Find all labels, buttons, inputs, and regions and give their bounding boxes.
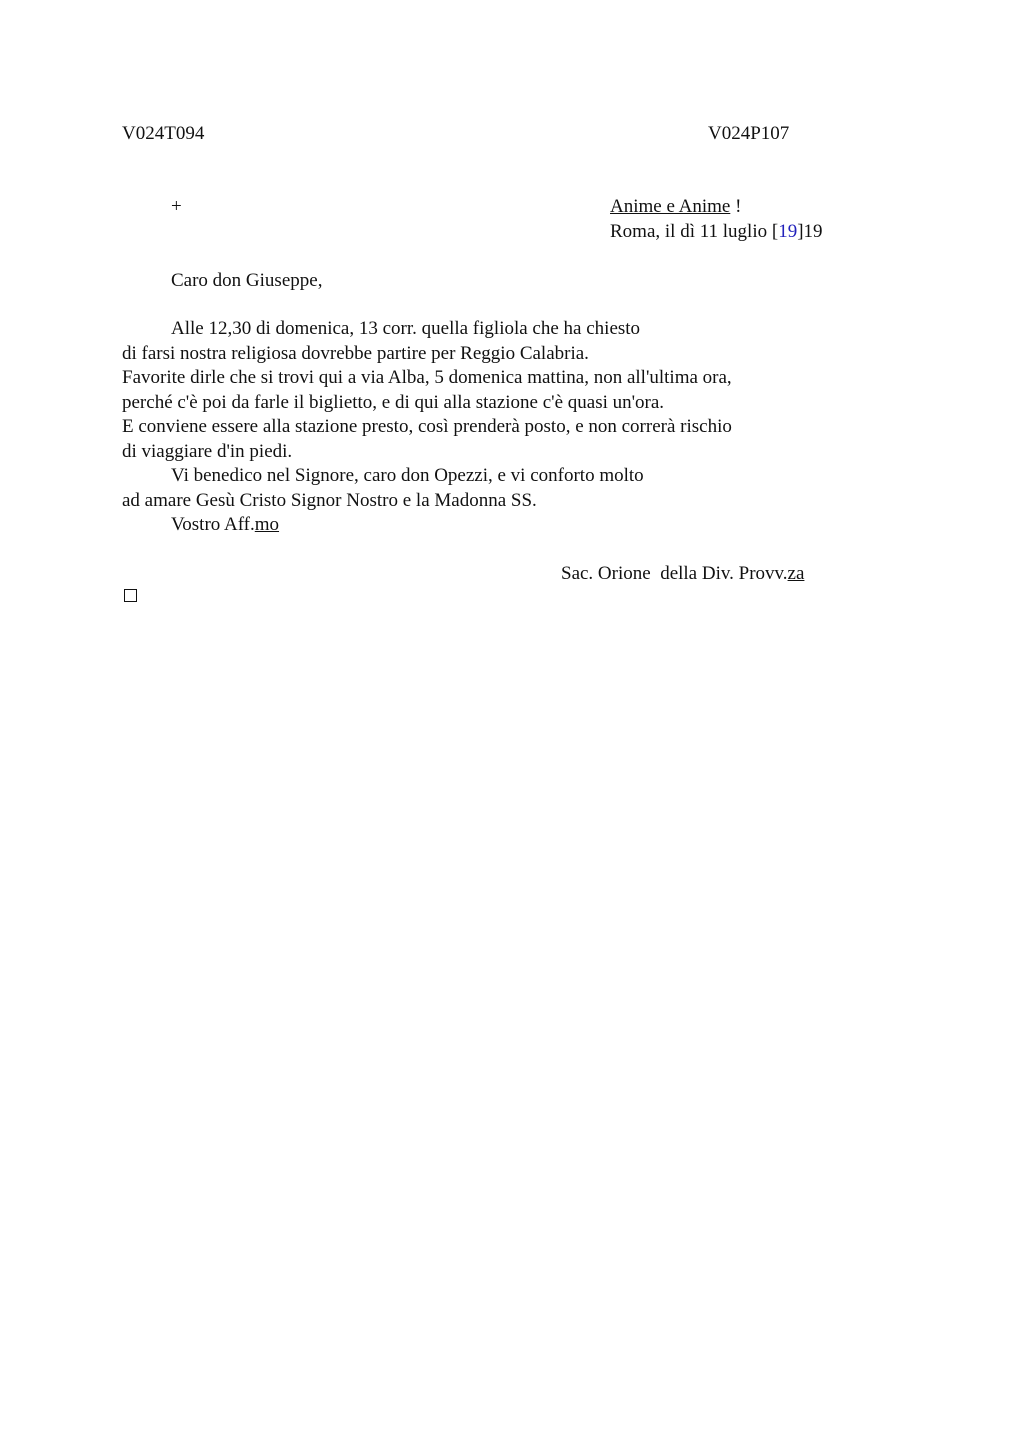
salutation: Caro don Giuseppe,	[171, 270, 323, 291]
motto-punctuation: !	[730, 196, 742, 217]
header-right-code: V024P107	[708, 123, 790, 144]
body-line: di farsi nostra religiosa dovrebbe partire per Reggio Calabria.	[122, 343, 589, 364]
body-line: E conviene essere alla stazione presto, così prenderà posto, e non correrà rischio	[122, 416, 732, 437]
body-line: ad amare Gesù Cristo Signor Nostro e la Madonna SS.	[122, 490, 537, 511]
body-line: Vi benedico nel Signore, caro don Opezzi, e vi conforto molto	[171, 465, 644, 486]
body-line: Alle 12,30 di domenica, 13 corr. quella figliola che ha chiesto	[171, 318, 641, 339]
closing-line	[171, 513, 279, 538]
signature	[561, 562, 804, 586]
body-line: Favorite dirle che si trovi qui a via Alba, 5 domenica mattina, non all'ultima ora,	[122, 367, 732, 388]
header-left-code: V024T094	[122, 123, 205, 144]
dateline	[610, 220, 823, 244]
body-line: perché c'è poi da farle il biglietto, e di qui alla stazione c'è quasi un'ora.	[122, 392, 665, 413]
dateline-prefix: Roma, il dì 11 luglio [	[610, 221, 779, 242]
motto: Anime e Anime	[610, 196, 731, 217]
closing-suffix: mo	[254, 514, 280, 535]
signature-text: Sac. Orione della Div. Provv.	[561, 563, 788, 584]
closing-prefix: Vostro Aff.	[171, 514, 255, 535]
dateline-suffix: ]19	[797, 221, 823, 242]
body-line: di viaggiare d'in piedi.	[122, 441, 293, 462]
dateline-year-part: 19	[778, 221, 798, 242]
end-box-icon	[124, 589, 137, 602]
motto-line	[610, 195, 741, 219]
signature-suffix: za	[787, 563, 805, 584]
cross-symbol: +	[171, 196, 182, 217]
